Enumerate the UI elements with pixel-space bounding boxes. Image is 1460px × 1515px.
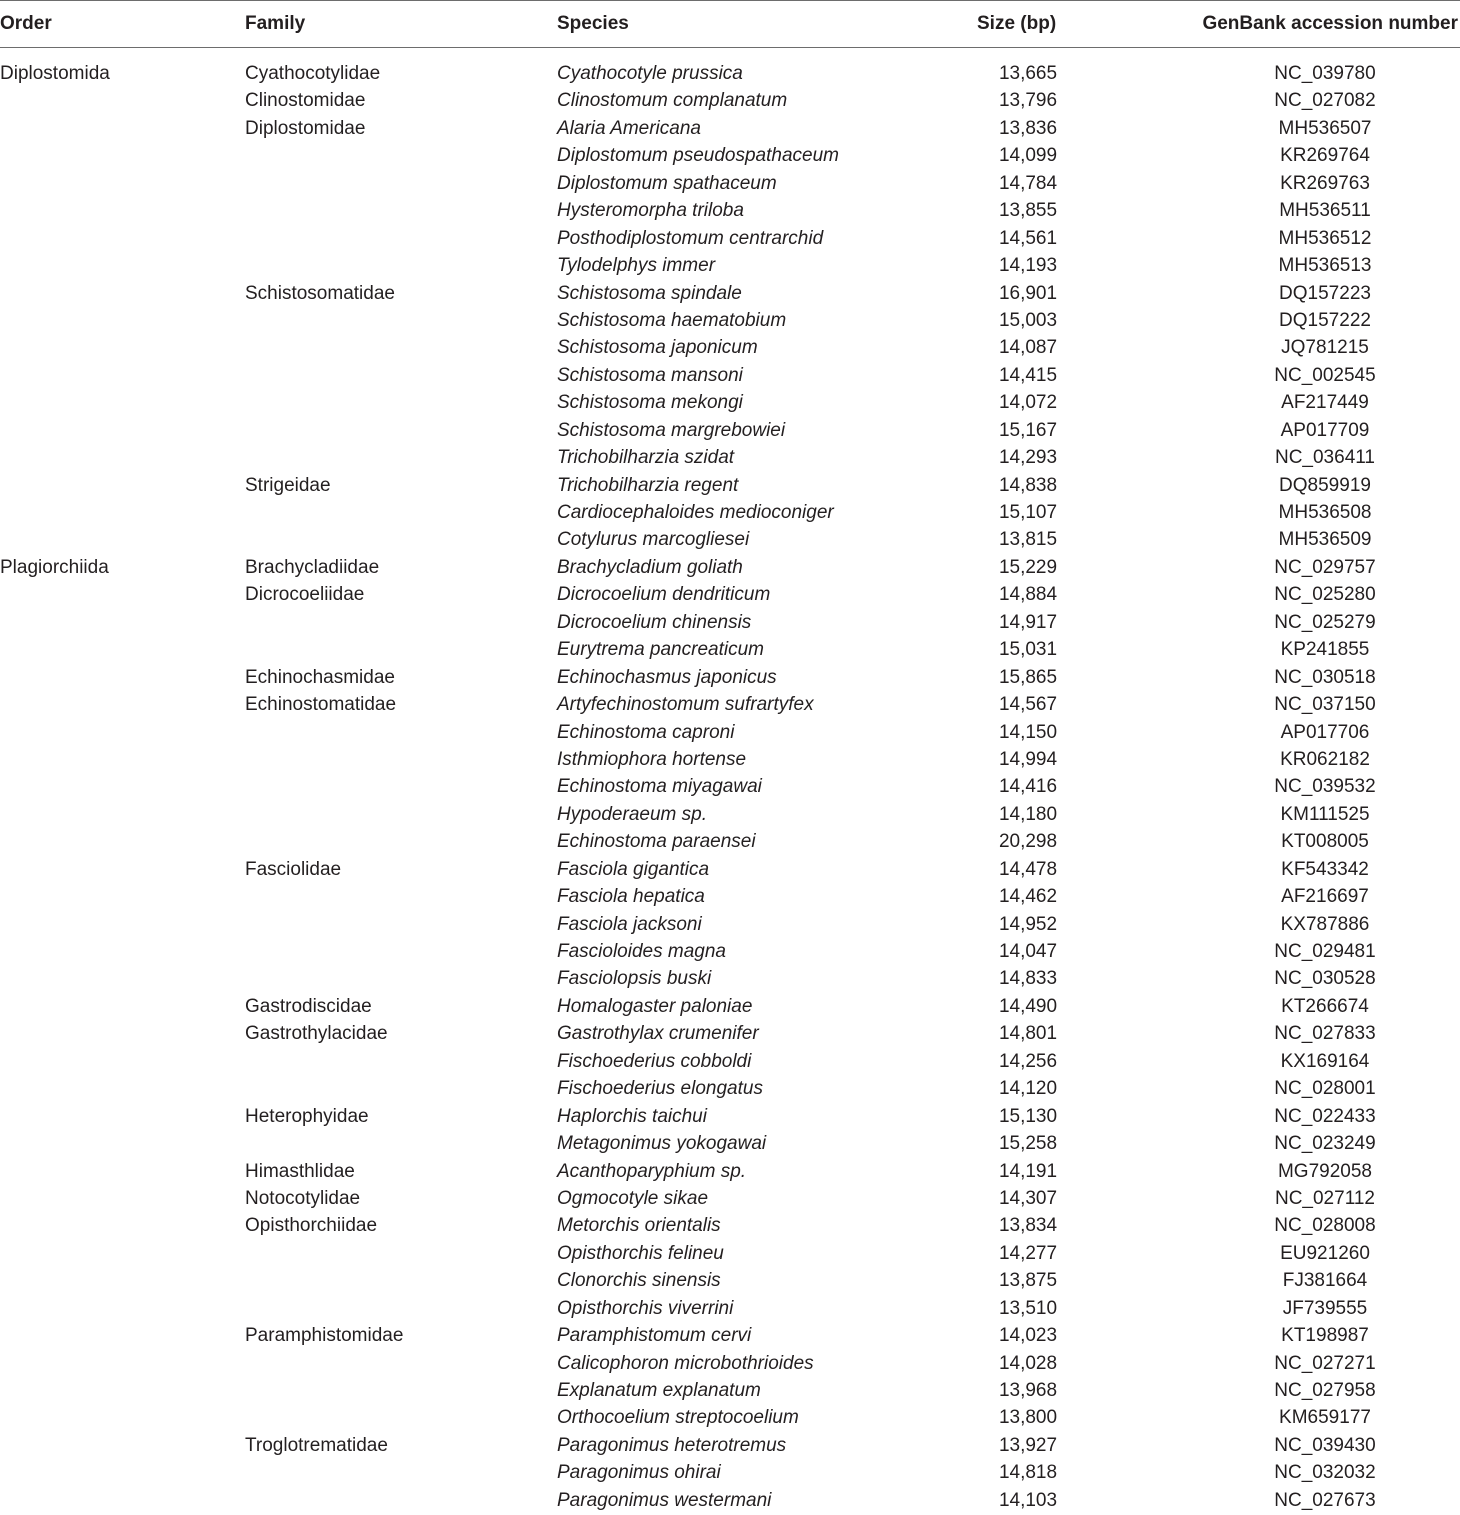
cell-size: 14,072 <box>998 392 1058 414</box>
cell-accession: JF739555 <box>1282 1297 1368 1319</box>
header-rule <box>0 47 1460 48</box>
table-row <box>0 774 1460 801</box>
cell-family: Echinochasmidae <box>245 666 395 688</box>
table-row <box>0 226 1460 253</box>
cell-accession: NC_027271 <box>1274 1352 1376 1374</box>
cell-species: Diplostomum pseudospathaceum <box>557 145 839 167</box>
cell-accession: MG792058 <box>1277 1160 1372 1182</box>
cell-size: 14,087 <box>998 337 1058 359</box>
cell-accession: KM659177 <box>1279 1407 1371 1429</box>
cell-species: Schistosoma haematobium <box>557 309 787 331</box>
cell-size: 14,567 <box>998 694 1058 716</box>
cell-size: 14,462 <box>998 886 1058 908</box>
cell-accession: KR062182 <box>1280 748 1370 770</box>
cell-species: Fischoederius cobboldi <box>557 1050 752 1072</box>
cell-family: Paramphistomidae <box>245 1325 404 1347</box>
table-row <box>0 1159 1460 1186</box>
cell-size: 14,784 <box>998 172 1058 194</box>
header-size: Size (bp) <box>977 13 1057 34</box>
cell-family: Himasthlidae <box>245 1160 355 1182</box>
table-row <box>0 884 1460 911</box>
cell-species: Fasciolopsis buski <box>557 968 712 990</box>
cell-species: Opisthorchis felineu <box>557 1242 724 1264</box>
cell-accession: NC_030528 <box>1274 968 1376 990</box>
cell-accession: KX787886 <box>1280 913 1370 935</box>
cell-size: 16,901 <box>998 282 1058 304</box>
cell-size: 14,256 <box>998 1050 1058 1072</box>
table-header <box>0 1 1460 47</box>
cell-size: 14,415 <box>998 364 1058 386</box>
cell-species: Eurytrema pancreaticum <box>557 639 764 661</box>
cell-accession: NC_027958 <box>1274 1380 1376 1401</box>
table-row <box>0 363 1460 390</box>
table-row <box>0 1488 1460 1515</box>
cell-size: 13,968 <box>998 1380 1058 1401</box>
cell-accession: AF216697 <box>1281 886 1369 908</box>
cell-size: 14,801 <box>998 1023 1058 1045</box>
cell-family: Schistosomatidae <box>245 282 395 304</box>
table-row <box>0 390 1460 417</box>
cell-species: Metorchis orientalis <box>557 1215 721 1237</box>
cell-accession: MH536508 <box>1278 502 1372 523</box>
cell-species: Echinostoma paraensei <box>557 831 756 853</box>
table-row <box>0 1405 1460 1432</box>
cell-species: Schistosoma margrebowiei <box>557 419 786 441</box>
cell-accession: NC_027112 <box>1274 1187 1375 1209</box>
table-row <box>0 802 1460 829</box>
cell-species: Alaria Americana <box>557 117 701 139</box>
table-row <box>0 61 1460 88</box>
table-body <box>0 61 1460 1515</box>
table-row <box>0 555 1460 582</box>
cell-accession: KR269763 <box>1280 172 1370 194</box>
cell-size: 14,833 <box>998 968 1058 990</box>
cell-species: Cotylurus marcogliesei <box>557 529 750 551</box>
cell-species: Opisthorchis viverrini <box>557 1297 734 1319</box>
cell-size: 15,229 <box>998 556 1058 578</box>
cell-species: Calicophoron microbothrioides <box>557 1352 814 1374</box>
cell-species: Echinostoma caproni <box>557 721 735 743</box>
cell-species: Paragonimus ohirai <box>557 1462 721 1484</box>
cell-size: 13,875 <box>998 1270 1058 1292</box>
table-row <box>0 1268 1460 1295</box>
cell-species: Acanthoparyphium sp. <box>557 1160 747 1182</box>
cell-size: 13,927 <box>998 1434 1058 1456</box>
cell-family: Dicrocoeliidae <box>245 584 365 606</box>
cell-accession: NC_032032 <box>1274 1462 1376 1484</box>
cell-size: 14,103 <box>998 1489 1058 1511</box>
cell-species: Explanatum explanatum <box>557 1380 761 1401</box>
cell-accession: NC_039780 <box>1274 63 1376 84</box>
cell-order: Plagiorchiida <box>0 556 109 578</box>
cell-species: Cardiocephaloides medioconiger <box>557 502 834 523</box>
cell-species: Fasciola jacksoni <box>557 913 702 935</box>
cell-family: Clinostomidae <box>245 90 366 112</box>
cell-species: Paragonimus heterotremus <box>557 1434 787 1456</box>
table-row <box>0 637 1460 664</box>
table-row <box>0 253 1460 280</box>
cell-accession: NC_036411 <box>1274 447 1375 469</box>
cell-accession: KX169164 <box>1280 1050 1370 1072</box>
cell-size: 15,003 <box>998 309 1058 331</box>
cell-species: Clonorchis sinensis <box>557 1270 721 1292</box>
cell-species: Brachycladium goliath <box>557 556 743 578</box>
table-row <box>0 1021 1460 1048</box>
cell-family: Fasciolidae <box>245 858 342 880</box>
cell-species: Artyfechinostomum sufrartyfex <box>557 694 814 716</box>
cell-size: 14,028 <box>998 1352 1058 1374</box>
cell-species: Paragonimus westermani <box>557 1489 772 1511</box>
cell-size: 13,510 <box>998 1297 1058 1319</box>
table-row <box>0 335 1460 362</box>
cell-size: 13,800 <box>998 1407 1058 1429</box>
cell-accession: AF217449 <box>1281 392 1369 414</box>
cell-accession: KR269764 <box>1280 145 1370 167</box>
cell-accession: DQ859919 <box>1279 474 1371 496</box>
cell-size: 14,047 <box>998 941 1058 962</box>
table-row <box>0 665 1460 692</box>
table-row <box>0 473 1460 500</box>
cell-size: 14,478 <box>998 858 1058 880</box>
cell-species: Fasciola hepatica <box>557 886 705 908</box>
table-row <box>0 1323 1460 1350</box>
cell-accession: KT008005 <box>1281 831 1369 853</box>
cell-species: Diplostomum spathaceum <box>557 172 777 194</box>
cell-species: Trichobilharzia regent <box>557 474 739 496</box>
cell-size: 14,490 <box>998 995 1058 1017</box>
cell-species: Ogmocotyle sikae <box>557 1187 709 1209</box>
table-row <box>0 308 1460 335</box>
table-row <box>0 692 1460 719</box>
cell-species: Schistosoma spindale <box>557 282 742 304</box>
cell-family: Heterophyidae <box>245 1105 369 1127</box>
cell-species: Schistosoma mansoni <box>557 364 743 386</box>
table-row <box>0 88 1460 115</box>
cell-size: 13,796 <box>998 90 1058 112</box>
cell-accession: AP017709 <box>1280 419 1370 441</box>
cell-species: Gastrothylax crumenifer <box>557 1023 759 1045</box>
cell-family: Echinostomatidae <box>245 694 397 716</box>
cell-size: 14,120 <box>998 1078 1058 1100</box>
cell-accession: KT266674 <box>1281 995 1369 1017</box>
cell-size: 13,855 <box>998 200 1058 222</box>
cell-size: 14,952 <box>998 913 1058 935</box>
cell-family: Diplostomidae <box>245 117 366 139</box>
cell-accession: NC_023249 <box>1274 1133 1376 1155</box>
cell-accession: MH536509 <box>1278 529 1372 551</box>
cell-species: Schistosoma japonicum <box>557 337 758 359</box>
cell-accession: MH536512 <box>1278 227 1372 249</box>
table-row <box>0 1076 1460 1103</box>
cell-accession: NC_002545 <box>1274 364 1376 386</box>
cell-order: Diplostomida <box>0 63 110 84</box>
table-row <box>0 747 1460 774</box>
cell-species: Fischoederius elongatus <box>557 1078 763 1100</box>
cell-size: 13,665 <box>998 63 1058 84</box>
cell-species: Hypoderaeum sp. <box>557 803 707 825</box>
table-row <box>0 1049 1460 1076</box>
cell-accession: NC_022433 <box>1274 1105 1376 1127</box>
table-row <box>0 1433 1460 1460</box>
cell-species: Posthodiplostomum centrarchid <box>557 227 824 249</box>
cell-species: Paramphistomum cervi <box>557 1325 752 1347</box>
cell-species: Echinostoma miyagawai <box>557 776 762 798</box>
cell-family: Cyathocotylidae <box>245 63 381 84</box>
table-row <box>0 445 1460 472</box>
cell-size: 15,130 <box>998 1105 1058 1127</box>
cell-accession: NC_027833 <box>1274 1023 1376 1045</box>
cell-accession: NC_027673 <box>1274 1489 1376 1511</box>
table-row <box>0 1460 1460 1487</box>
table-row <box>0 527 1460 554</box>
cell-family: Gastrodiscidae <box>245 995 372 1017</box>
cell-accession: DQ157222 <box>1279 309 1371 331</box>
cell-accession: NC_029757 <box>1274 556 1376 578</box>
cell-family: Notocotylidae <box>245 1187 361 1209</box>
cell-species: Dicrocoelium chinensis <box>557 611 752 633</box>
cell-accession: NC_030518 <box>1274 666 1376 688</box>
cell-species: Fasciola gigantica <box>557 858 710 880</box>
table-row <box>0 198 1460 225</box>
cell-family: Troglotrematidae <box>245 1434 388 1456</box>
cell-accession: JQ781215 <box>1281 337 1369 359</box>
cell-size: 14,193 <box>998 255 1058 277</box>
cell-size: 14,099 <box>998 145 1058 167</box>
table-row <box>0 994 1460 1021</box>
cell-species: Schistosoma mekongi <box>557 392 743 414</box>
cell-size: 15,865 <box>998 666 1058 688</box>
cell-accession: NC_025279 <box>1274 611 1376 633</box>
cell-accession: FJ381664 <box>1282 1270 1368 1292</box>
cell-accession: NC_037150 <box>1274 694 1376 716</box>
table-row <box>0 171 1460 198</box>
cell-accession: KT198987 <box>1281 1325 1369 1347</box>
table-row <box>0 912 1460 939</box>
cell-size: 15,258 <box>998 1133 1058 1155</box>
cell-family: Gastrothylacidae <box>245 1023 388 1045</box>
cell-accession: NC_039430 <box>1274 1434 1376 1456</box>
table-row <box>0 116 1460 143</box>
cell-accession: DQ157223 <box>1279 282 1371 304</box>
cell-species: Dicrocoelium dendriticum <box>557 584 771 606</box>
table-row <box>0 1213 1460 1240</box>
cell-species: Tylodelphys immer <box>557 255 716 277</box>
cell-family: Opisthorchiidae <box>245 1215 378 1237</box>
table-row <box>0 829 1460 856</box>
header-species: Species <box>557 13 629 34</box>
header-accession: GenBank accession number <box>1202 13 1458 34</box>
cell-size: 13,834 <box>998 1215 1058 1237</box>
cell-species: Hysteromorpha triloba <box>557 200 744 222</box>
cell-size: 13,815 <box>998 529 1058 551</box>
cell-species: Haplorchis taichui <box>557 1105 707 1127</box>
cell-accession: NC_025280 <box>1274 584 1376 606</box>
cell-accession: MH536507 <box>1278 117 1372 139</box>
table-row <box>0 500 1460 527</box>
cell-size: 14,917 <box>998 611 1058 633</box>
table-row <box>0 857 1460 884</box>
table-row <box>0 281 1460 308</box>
table-row <box>0 939 1460 966</box>
cell-size: 14,994 <box>998 748 1058 770</box>
cell-accession: KF543342 <box>1281 858 1369 880</box>
cell-species: Metagonimus yokogawai <box>557 1133 767 1155</box>
table-row <box>0 1351 1460 1378</box>
cell-size: 15,107 <box>998 502 1058 523</box>
table-row <box>0 1131 1460 1158</box>
cell-family: Brachycladiidae <box>245 556 380 578</box>
cell-size: 14,307 <box>998 1187 1058 1209</box>
cell-accession: NC_028008 <box>1274 1215 1376 1237</box>
cell-size: 14,561 <box>998 227 1058 249</box>
cell-accession: NC_039532 <box>1274 776 1376 798</box>
cell-species: Fascioloides magna <box>557 941 726 962</box>
cell-size: 14,150 <box>998 721 1058 743</box>
table-row <box>0 418 1460 445</box>
cell-species: Clinostomum complanatum <box>557 90 788 112</box>
cell-size: 13,836 <box>998 117 1058 139</box>
cell-species: Cyathocotyle prussica <box>557 63 743 84</box>
cell-size: 14,838 <box>998 474 1058 496</box>
cell-species: Trichobilharzia szidat <box>557 447 735 469</box>
table-row <box>0 610 1460 637</box>
header-family: Family <box>245 13 306 34</box>
cell-size: 14,818 <box>998 1462 1058 1484</box>
cell-species: Echinochasmus japonicus <box>557 666 777 688</box>
cell-size: 14,191 <box>998 1160 1058 1182</box>
table-row <box>0 720 1460 747</box>
table-row <box>0 1378 1460 1405</box>
cell-accession: NC_027082 <box>1274 90 1376 112</box>
cell-species: Homalogaster paloniae <box>557 995 753 1017</box>
cell-accession: MH536511 <box>1279 200 1371 222</box>
table-row <box>0 143 1460 170</box>
cell-size: 15,167 <box>998 419 1058 441</box>
cell-accession: KP241855 <box>1280 639 1370 661</box>
table-row <box>0 1186 1460 1213</box>
cell-accession: MH536513 <box>1278 255 1372 277</box>
cell-family: Strigeidae <box>245 474 331 496</box>
cell-accession: KM111525 <box>1280 803 1370 825</box>
cell-species: Isthmiophora hortense <box>557 748 747 770</box>
cell-size: 14,416 <box>998 776 1058 798</box>
table-row <box>0 1241 1460 1268</box>
cell-accession: EU921260 <box>1280 1242 1370 1264</box>
cell-size: 14,023 <box>998 1325 1058 1347</box>
cell-size: 14,277 <box>998 1242 1058 1264</box>
table-row <box>0 966 1460 993</box>
cell-accession: NC_029481 <box>1274 941 1376 962</box>
table-row <box>0 582 1460 609</box>
cell-size: 15,031 <box>998 639 1058 661</box>
cell-species: Orthocoelium streptocoelium <box>557 1407 799 1429</box>
cell-accession: NC_028001 <box>1274 1078 1376 1100</box>
cell-size: 14,180 <box>998 803 1058 825</box>
table-row <box>0 1296 1460 1323</box>
header-order: Order <box>0 13 52 34</box>
cell-size: 14,293 <box>998 447 1058 469</box>
table-row <box>0 1104 1460 1131</box>
cell-accession: AP017706 <box>1280 721 1370 743</box>
cell-size: 14,884 <box>998 584 1058 606</box>
cell-size: 20,298 <box>998 831 1058 853</box>
